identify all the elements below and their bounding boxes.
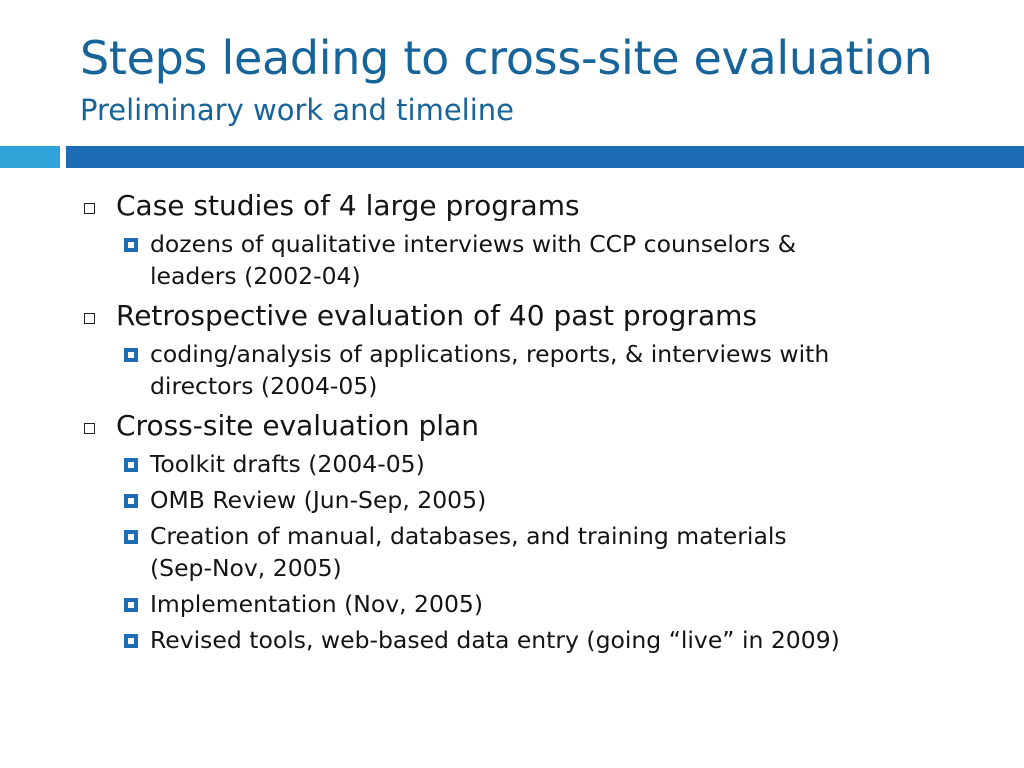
- accent-band-left: [0, 146, 60, 168]
- sub-bullet-line: Revised tools, web-based data entry (going “live” in 2009): [150, 626, 840, 654]
- bullet-retrospective-evaluation: [80, 298, 1000, 334]
- sub-bullet-line: coding/analysis of applications, reports, & interviews with: [150, 340, 830, 368]
- sub-bullet-omb-review: [120, 484, 1000, 516]
- bullet-text: Case studies of 4 large programs: [116, 189, 580, 222]
- sub-bullet-line: directors (2004-05): [150, 372, 378, 400]
- bullet-cross-site-plan: [80, 408, 1000, 444]
- filled-square-icon: [124, 458, 138, 472]
- filled-square-icon: [124, 348, 138, 362]
- sub-bullet-creation-of-manual: [120, 520, 1000, 584]
- bullet-case-studies: [80, 188, 1000, 224]
- sub-bullet-line: leaders (2002-04): [150, 262, 361, 290]
- bullet-list: [80, 182, 1000, 656]
- sub-bullet-revised-tools: [120, 624, 1000, 656]
- sub-bullet-line: Implementation (Nov, 2005): [150, 590, 484, 618]
- bullet-text: Cross-site evaluation plan: [116, 409, 479, 442]
- accent-band-right: [66, 146, 1024, 168]
- filled-square-icon: [124, 238, 138, 252]
- bullet-text: Retrospective evaluation of 40 past programs: [116, 299, 757, 332]
- filled-square-icon: [124, 494, 138, 508]
- sub-bullet-toolkit-drafts: [120, 448, 1000, 480]
- filled-square-icon: [124, 634, 138, 648]
- hollow-square-icon: [84, 313, 95, 324]
- slide-subtitle: Preliminary work and timeline: [80, 93, 515, 127]
- sub-bullet-line: (Sep-Nov, 2005): [150, 554, 342, 582]
- sub-bullet-interviews: [120, 228, 1000, 292]
- hollow-square-icon: [84, 203, 95, 214]
- title-block: [80, 30, 1010, 128]
- sub-bullet-line: Toolkit drafts (2004-05): [150, 450, 425, 478]
- filled-square-icon: [124, 598, 138, 612]
- hollow-square-icon: [84, 423, 95, 434]
- sub-bullet-line: Creation of manual, databases, and training materials: [150, 522, 787, 550]
- sub-bullet-line: dozens of qualitative interviews with CCP counselors &: [150, 230, 797, 258]
- filled-square-icon: [124, 530, 138, 544]
- sub-bullet-coding-analysis: [120, 338, 1000, 402]
- sub-bullet-implementation: [120, 588, 1000, 620]
- slide-title: Steps leading to cross-site evaluation: [80, 31, 933, 85]
- sub-bullet-line: OMB Review (Jun-Sep, 2005): [150, 486, 487, 514]
